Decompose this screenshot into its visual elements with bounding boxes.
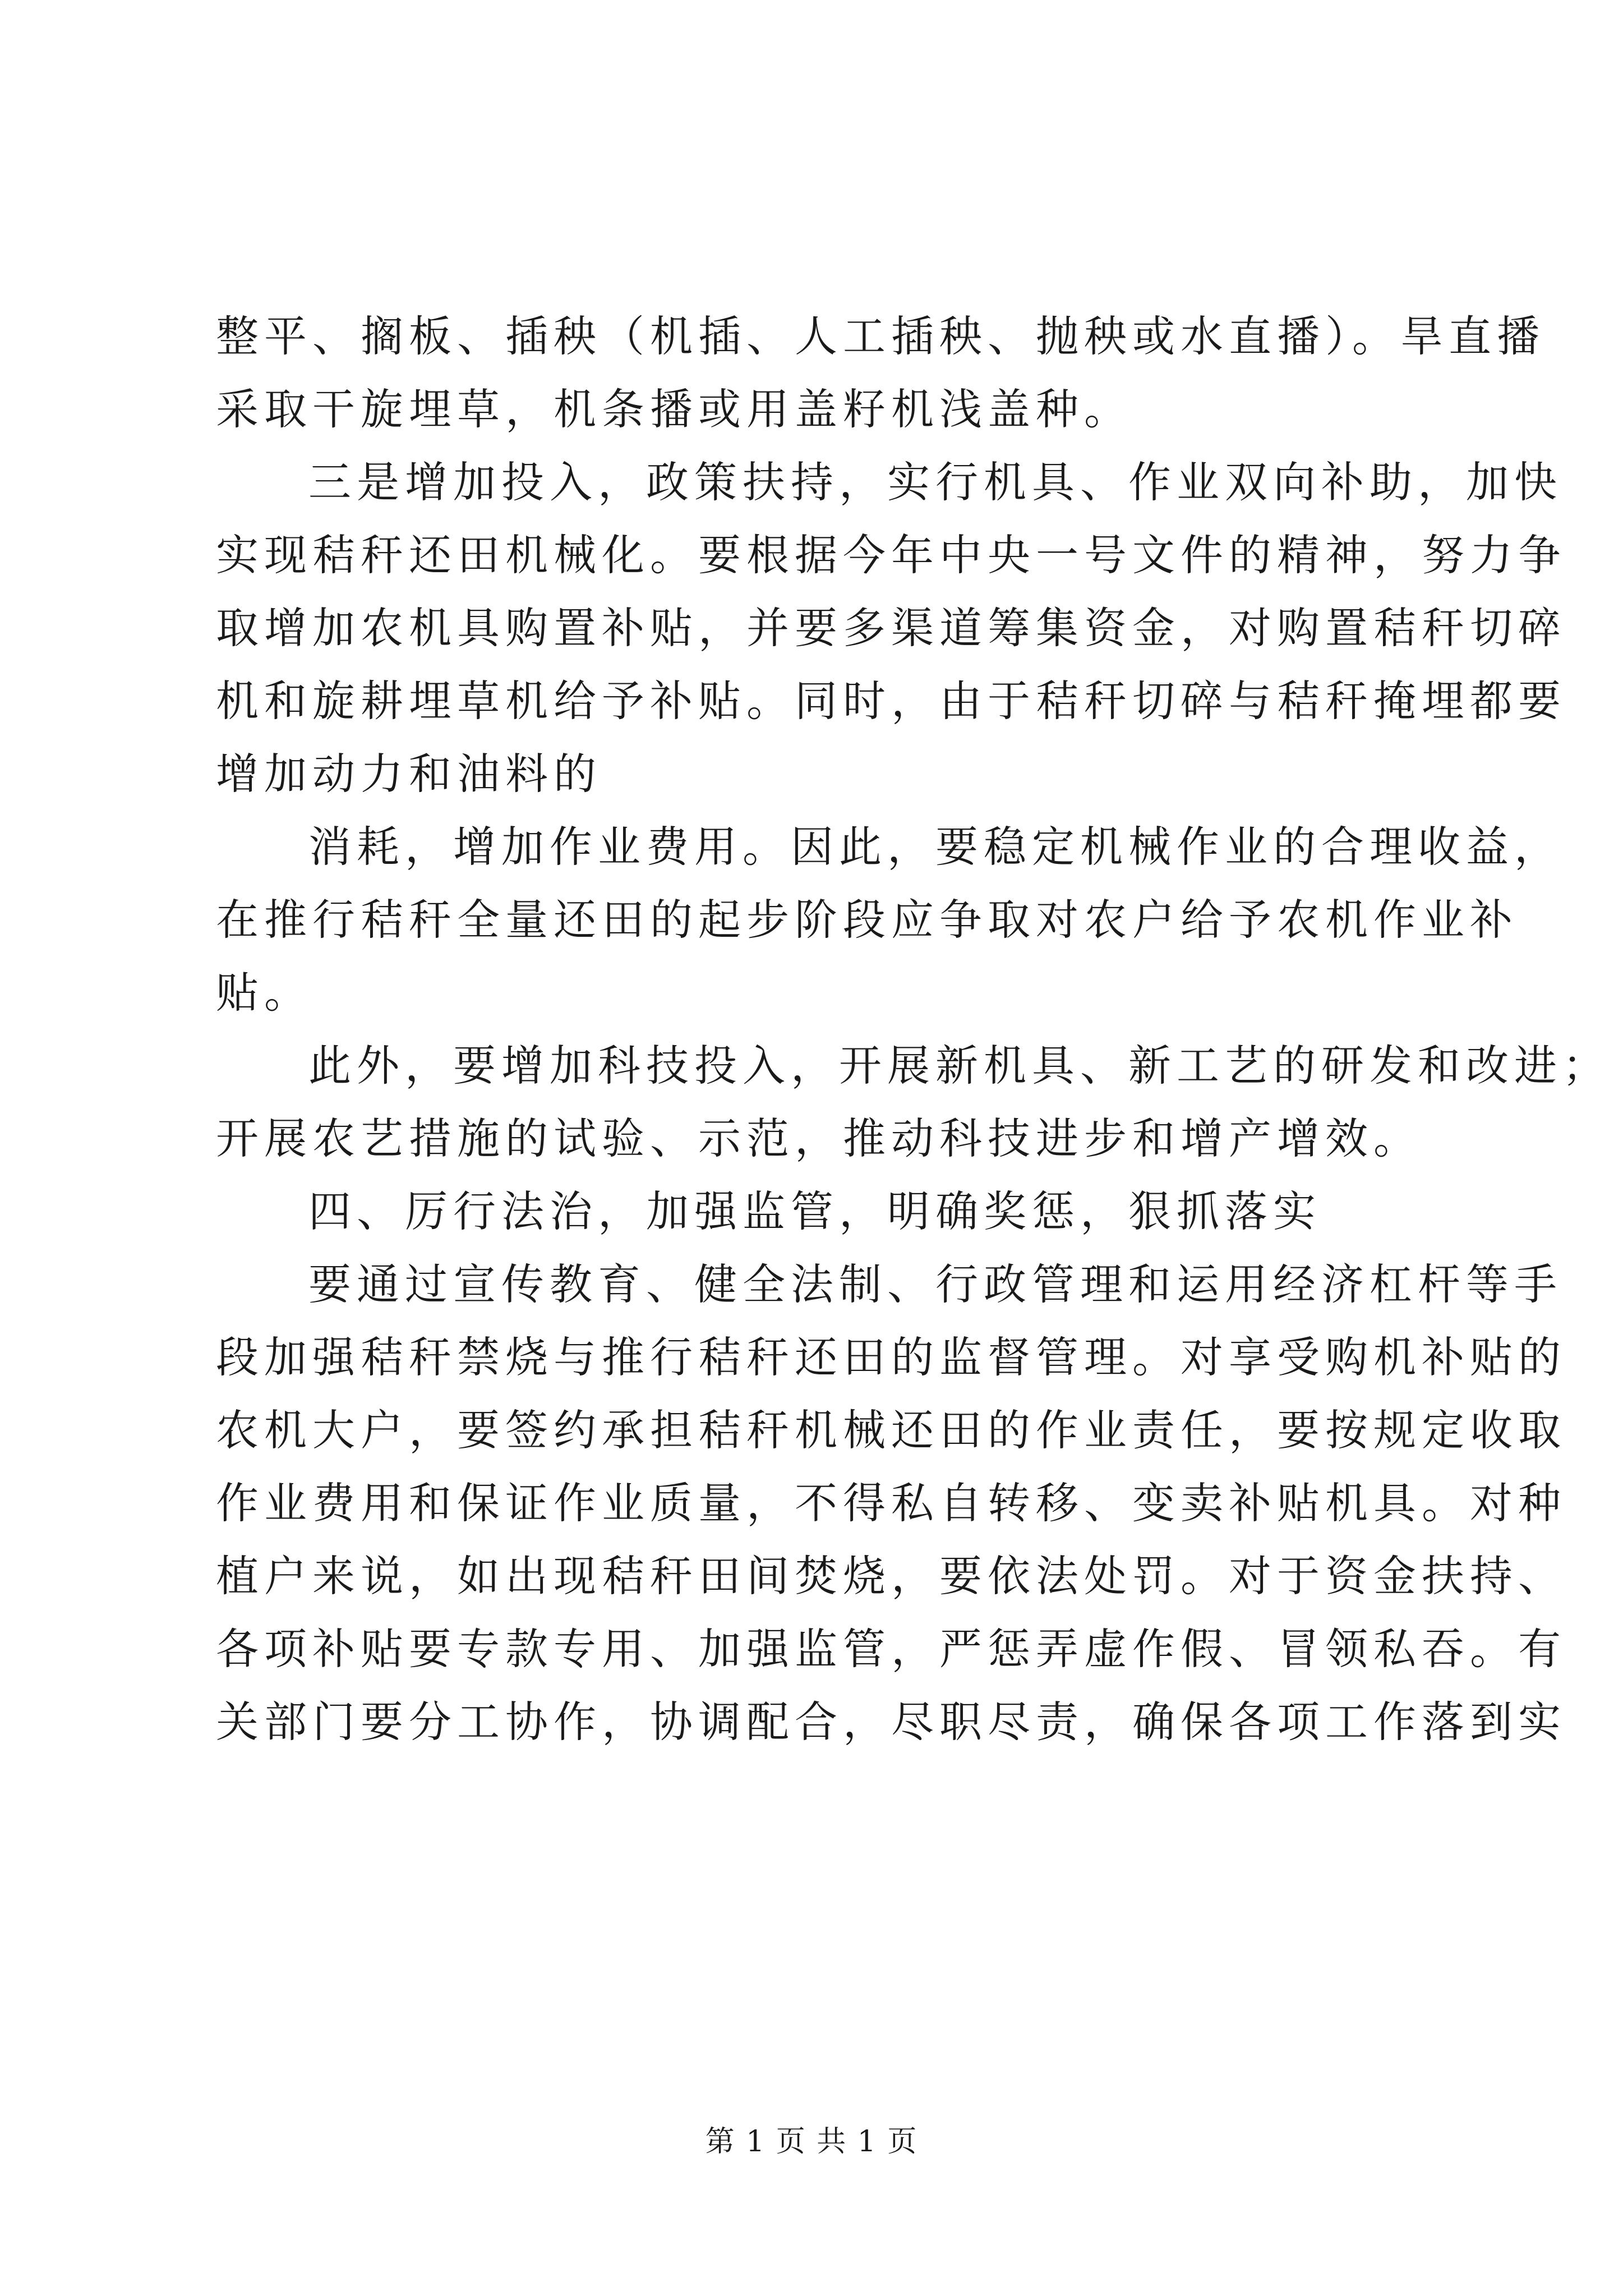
paragraph-start-line: 此外，要增加科技投入，开展新机具、新工艺的研发和改进； xyxy=(308,1041,1611,1091)
section-heading: 四、厉行法治，加强监管，明确奖惩，狠抓落实 xyxy=(308,1186,1321,1236)
paragraph-start-line: 消耗，增加作业费用。因此，要稳定机械作业的合理收益， xyxy=(308,822,1562,872)
page-number: 第 1 页 共 1 页 xyxy=(705,2125,918,2159)
text-line: 开展农艺措施的试验、示范，推动科技进步和增产增效。 xyxy=(216,1114,1422,1163)
text-line: 在推行秸秆全量还田的起步阶段应争取对农户给予农机作业补 xyxy=(216,895,1518,945)
text-line: 取增加农机具购置补贴，并要多渠道筹集资金，对购置秸秆切碎 xyxy=(216,603,1566,653)
text-line: 贴。 xyxy=(216,968,312,1018)
page-footer xyxy=(0,2125,1623,2159)
text-line: 各项补贴要专款专用、加强监管，严惩弄虚作假、冒领私吞。有 xyxy=(216,1624,1566,1674)
document-body xyxy=(216,300,1611,1759)
text-line: 段加强秸秆禁烧与推行秸秆还田的监督管理。对享受购机补贴的 xyxy=(216,1332,1566,1382)
paragraph-start-line: 三是增加投入，政策扶持，实行机具、作业双向补助，加快 xyxy=(308,457,1562,507)
text-line: 采取干旋埋草，机条播或用盖籽机浅盖种。 xyxy=(216,384,1132,434)
text-line: 实现秸秆还田机械化。要根据今年中央一号文件的精神，努力争 xyxy=(216,530,1566,580)
text-line: 增加动力和油料的 xyxy=(216,749,602,799)
text-line: 关部门要分工协作，协调配合，尽职尽责，确保各项工作落到实 xyxy=(216,1697,1566,1747)
text-line: 机和旋耕埋草机给予补贴。同时，由于秸秆切碎与秸秆掩埋都要 xyxy=(216,676,1566,726)
text-line: 植户来说，如出现秸秆田间焚烧，要依法处罚。对于资金扶持、 xyxy=(216,1551,1566,1601)
text-line: 农机大户，要签约承担秸秆机械还田的作业责任，要按规定收取 xyxy=(216,1405,1566,1455)
text-line: 作业费用和保证作业质量，不得私自转移、变卖补贴机具。对种 xyxy=(216,1478,1566,1528)
paragraph-start-line: 要通过宣传教育、健全法制、行政管理和运用经济杠杆等手 xyxy=(308,1259,1562,1309)
text-line: 整平、搁板、插秧（机插、人工插秧、抛秧或水直播）。旱直播 xyxy=(216,311,1545,361)
